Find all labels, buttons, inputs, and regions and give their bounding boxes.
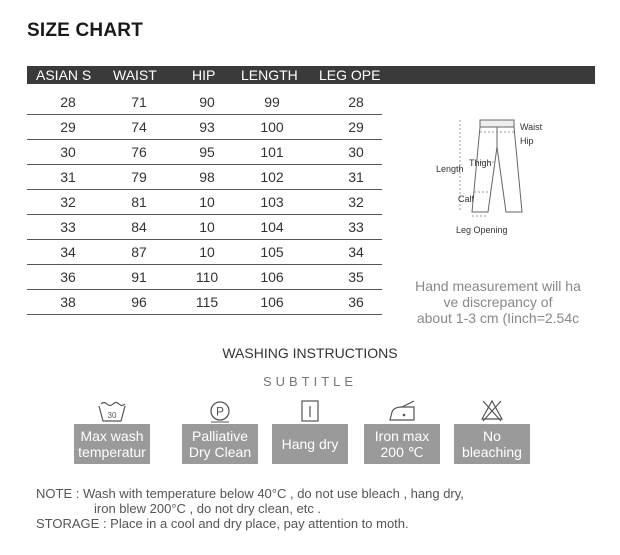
table-cell: 115 xyxy=(195,294,219,310)
care-label-line: Dry Clean xyxy=(188,444,252,460)
measurement-note-line: ve discrepancy of xyxy=(443,294,553,310)
label-calf: Calf xyxy=(458,194,475,204)
care-note xyxy=(36,486,464,531)
table-cell: 79 xyxy=(131,169,147,185)
table-row xyxy=(27,139,382,165)
wash-tub-temp: 30 xyxy=(107,411,117,420)
table-cell: 76 xyxy=(131,144,147,160)
table-cell: 84 xyxy=(131,219,147,235)
care-label-line: temperatur xyxy=(78,444,146,460)
label-waist: Waist xyxy=(520,122,543,132)
care-label xyxy=(74,424,150,464)
care-label-line: Hang dry xyxy=(281,436,339,452)
care-label xyxy=(272,424,348,464)
table-cell: 93 xyxy=(199,119,215,135)
table-row xyxy=(27,114,382,140)
table-cell: 29 xyxy=(348,119,364,135)
label-length: Length xyxy=(436,164,464,174)
iron-icon xyxy=(364,398,440,424)
table-cell: 10 xyxy=(199,219,215,235)
table-cell: 36 xyxy=(60,269,76,285)
table-cell: 106 xyxy=(260,294,284,310)
table-cell: 38 xyxy=(60,294,76,310)
label-thigh: Thigh xyxy=(469,158,492,168)
note-line: NOTE : Wash with temperature below 40°C , do not use bleach , hang dry, xyxy=(36,486,464,501)
label-hip: Hip xyxy=(520,136,534,146)
table-row xyxy=(27,214,382,240)
table-cell: 28 xyxy=(348,94,364,110)
table-cell: 81 xyxy=(131,194,147,210)
no-bleach-icon xyxy=(454,398,530,424)
care-label xyxy=(364,424,440,464)
measurement-note xyxy=(398,278,598,326)
table-header xyxy=(27,66,595,84)
dry-clean-letter: P xyxy=(215,404,225,419)
table-cell: 28 xyxy=(60,94,76,110)
table-row xyxy=(27,239,382,265)
table-row xyxy=(27,89,382,115)
care-label-line: No xyxy=(483,428,501,444)
dry-clean-p-icon xyxy=(182,398,258,424)
table-cell: 33 xyxy=(60,219,76,235)
washing-title: WASHING INSTRUCTIONS xyxy=(222,345,398,361)
table-cell: 96 xyxy=(131,294,147,310)
measurement-note-line: about 1-3 cm (Iinch=2.54c xyxy=(416,310,580,326)
header-leg-opening: LEG OPE xyxy=(319,67,381,83)
header-length: LENGTH xyxy=(241,67,298,83)
table-cell: 74 xyxy=(131,119,147,135)
header-hip: HIP xyxy=(192,67,216,83)
table-cell: 31 xyxy=(60,169,76,185)
care-label-line: Max wash xyxy=(80,428,144,444)
table-cell: 71 xyxy=(131,94,147,110)
table-cell: 99 xyxy=(264,94,280,110)
care-label-line: bleaching xyxy=(462,444,522,460)
table-cell: 91 xyxy=(131,269,147,285)
table-cell: 34 xyxy=(60,244,76,260)
page-title: SIZE CHART xyxy=(27,20,143,41)
table-cell: 98 xyxy=(199,169,215,185)
table-cell: 31 xyxy=(348,169,364,185)
table-cell: 10 xyxy=(199,244,215,260)
table-cell: 102 xyxy=(260,169,284,185)
table-cell: 87 xyxy=(131,244,147,260)
care-label-line: Palliative xyxy=(191,428,249,444)
table-row xyxy=(27,164,382,190)
table-cell: 33 xyxy=(348,219,364,235)
header-waist: WAIST xyxy=(113,67,157,83)
label-leg-opening: Leg Opening xyxy=(456,225,508,235)
table-cell: 30 xyxy=(60,144,76,160)
table-cell: 34 xyxy=(348,244,364,260)
care-label xyxy=(454,424,530,464)
table-cell: 95 xyxy=(199,144,215,160)
note-line: iron blew 200°C , do not dry clean, etc . xyxy=(94,501,322,516)
table-cell: 106 xyxy=(260,269,284,285)
table-cell: 100 xyxy=(260,119,284,135)
pants-measurement-diagram xyxy=(436,112,590,242)
storage-line: STORAGE : Place in a cool and dry place, pay attention to moth. xyxy=(36,516,409,531)
hang-dry-icon xyxy=(272,398,348,424)
table-cell: 32 xyxy=(348,194,364,210)
table-cell: 30 xyxy=(348,144,364,160)
table-cell: 29 xyxy=(60,119,76,135)
table-row xyxy=(27,264,382,290)
table-cell: 105 xyxy=(260,244,284,260)
table-cell: 35 xyxy=(348,269,364,285)
measurement-note-line: Hand measurement will ha xyxy=(415,278,581,294)
care-label-line: Iron max xyxy=(374,428,430,444)
table-cell: 90 xyxy=(199,94,215,110)
table-cell: 32 xyxy=(60,194,76,210)
table-row xyxy=(27,289,382,315)
care-label-line: 200 ℃ xyxy=(380,444,424,460)
wash-tub-icon xyxy=(74,398,150,424)
table-cell: 110 xyxy=(195,269,219,285)
washing-subtitle: SUBTITLE xyxy=(262,374,358,389)
table-cell: 10 xyxy=(199,194,215,210)
care-label xyxy=(182,424,258,464)
table-cell: 36 xyxy=(348,294,364,310)
table-cell: 103 xyxy=(260,194,284,210)
table-row xyxy=(27,189,382,215)
table-cell: 104 xyxy=(260,219,284,235)
header-asian-size: ASIAN S xyxy=(36,67,92,83)
pants-icon xyxy=(440,112,590,242)
table-cell: 101 xyxy=(260,144,284,160)
